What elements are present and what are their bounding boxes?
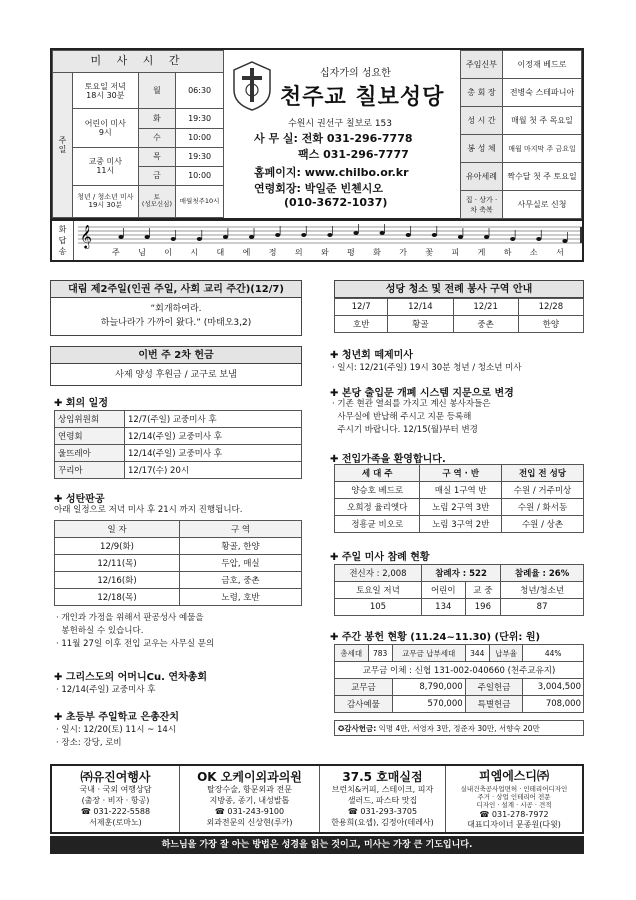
lyric-syllable: 에 xyxy=(242,248,251,257)
collection-box xyxy=(50,346,302,386)
hymn-note xyxy=(171,237,176,241)
ad-line: 탈장수술, 항문외과 전문 xyxy=(207,785,292,795)
ad-line: ☎ 031-222-5588 xyxy=(80,806,151,816)
door-line: 사무실에 반납해 주시고 지문 등록해 xyxy=(332,412,472,423)
newcomers-title: ✚ 전입가족을 환영합니다. xyxy=(330,454,446,465)
church-info xyxy=(228,50,468,218)
mass-name: 토요일 저녁 18시 30분 xyxy=(73,73,139,109)
meeting-name: 상임위원회 xyxy=(55,411,125,428)
church-patron: 십자가의 성요한 xyxy=(320,68,391,79)
mass-schedule-title: 미 사 시 간 xyxy=(53,51,224,73)
finance-key: 특별헌금 xyxy=(465,696,523,713)
cleaning-area: 중촌 xyxy=(453,316,518,333)
cleaning-area: 호반 xyxy=(335,316,388,333)
lyric-syllable: 소 xyxy=(529,248,538,257)
staff-key: 총 회 장 xyxy=(461,79,503,107)
meeting-time: 12/17(수) 20시 xyxy=(125,462,302,479)
ad-line: 샐러드, 파스타 맛집 xyxy=(347,795,418,805)
meetings-table xyxy=(54,410,302,479)
finance-key: 교무금 xyxy=(335,679,393,696)
advent-box xyxy=(50,280,302,336)
weekday: 금 xyxy=(138,166,176,185)
paid-households-label: 교무금 납부세대 xyxy=(392,645,465,662)
ad-interior xyxy=(446,766,582,832)
newcomer-prev-parish: 수원 / 거주미상 xyxy=(502,482,584,499)
hymn-note xyxy=(536,237,541,241)
ad-line: ☎ 031-243-9100 xyxy=(214,806,285,816)
youth-mass-title: ✚ 청년회 떼제미사 xyxy=(330,350,413,361)
meeting-time: 12/14(주일) 교중미사 후 xyxy=(125,445,302,462)
hymn-note xyxy=(510,237,515,241)
ad-title: 37.5 호매실점 xyxy=(342,770,423,784)
attendance-title: ✚ 주일 미사 참례 현황 xyxy=(330,552,430,563)
newcomer-name: 양승호 베드로 xyxy=(335,482,420,499)
staff-key: 유아세례 xyxy=(461,163,503,191)
office-fax: 팩스 031-296-7777 xyxy=(298,148,409,161)
weekday: 화 xyxy=(138,109,176,128)
door-line: · 기존 현관 열쇠를 가지고 계신 봉사자들은 xyxy=(332,399,491,409)
column-header: 전입 전 성당 xyxy=(502,465,584,482)
church-address: 수원시 권선구 칠보로 153 xyxy=(288,119,393,129)
hymn-note xyxy=(432,233,437,237)
newcomers-table xyxy=(334,464,584,533)
column-header: 세 대 주 xyxy=(335,465,420,482)
note-line: · 11월 27일 이후 전입 교우는 사무실 문의 xyxy=(56,639,215,650)
ad-line: 디자인 · 설계 · 시공 · 견적 xyxy=(476,801,552,810)
newcomer-group: 매실 1구역 반 xyxy=(420,482,502,499)
cleaning-table xyxy=(334,298,584,333)
column-header: 어린이 xyxy=(421,582,465,599)
staff-key: 성 시 간 xyxy=(461,107,503,135)
funeral-leader-phone: (010-3672-1037) xyxy=(284,196,388,209)
column-header: 구 역 xyxy=(180,521,302,538)
weekday: 수 xyxy=(138,128,176,147)
quote-line: 하늘나라가 가까이 왔다.” (마태오3,2) xyxy=(100,317,252,328)
bulletin-header xyxy=(50,48,584,220)
hymn-note xyxy=(380,231,385,235)
hymn-note xyxy=(562,239,567,243)
attendance-value: 134 xyxy=(421,599,465,616)
school-line: · 일시: 12/20(토) 11시 ~ 14시 xyxy=(56,725,177,735)
mass-time: 10:00 xyxy=(176,166,224,185)
finance-value: 570,000 xyxy=(392,696,465,713)
hymn-note xyxy=(484,235,489,239)
ad-line: 국내 · 국외 여행상담 xyxy=(79,785,152,795)
confession-title: ✚ 성탄판공 xyxy=(54,494,105,505)
finance-key: 감사예물 xyxy=(335,696,393,713)
ad-line: 대표디자이너 문종원(다윗) xyxy=(467,820,561,830)
funeral-leader: 연령회장: 박일준 빈첸시오 xyxy=(254,182,383,195)
cleaning-date: 12/7 xyxy=(335,299,388,316)
newcomer-name: 정흥균 비오로 xyxy=(335,516,420,533)
lyric-syllable: 의 xyxy=(294,248,303,257)
cu-title: ✚ 그리스도의 어머니Cu. 연차총회 xyxy=(54,672,207,683)
youth-mass-body: · 일시: 12/21(주일) 19시 30분 청년 / 청소년 미사 xyxy=(332,363,522,373)
sunday-label: 주일 xyxy=(53,73,73,218)
staff-value: 매월 마지막 주 금요일 xyxy=(503,135,582,163)
psalm-response xyxy=(50,220,584,262)
newcomer-group: 노림 3구역 2반 xyxy=(420,516,502,533)
hymn-note xyxy=(145,235,150,239)
lyric-syllable: 가 xyxy=(399,248,407,257)
newcomer-group: 노림 2구역 3반 xyxy=(420,499,502,516)
cleaning-date: 12/21 xyxy=(453,299,518,316)
hymn-note xyxy=(118,235,123,239)
school-title: ✚ 초등부 주일학교 은총잔치 xyxy=(54,712,180,723)
households-label: 총세대 xyxy=(335,645,369,662)
bank-account: 교무금 이체 : 신협 131-002-040660 (천주교유지) xyxy=(335,662,584,679)
weekday: 월 xyxy=(138,73,176,109)
hymn-note xyxy=(301,233,306,237)
office-phone: 사 무 실: 전화 031-296-7778 xyxy=(254,132,413,145)
attendance-table xyxy=(334,564,584,616)
lyric-syllable: 꽃 xyxy=(425,248,434,257)
attendance-value: 196 xyxy=(465,599,501,616)
lyric-syllable: 하 xyxy=(503,248,512,257)
total-members: 전신자 : 2,008 xyxy=(335,565,422,582)
svg-text:𝄞: 𝄞 xyxy=(80,224,92,248)
mass-time: 06:30 xyxy=(176,73,224,109)
lyric-syllable: 화 xyxy=(373,248,381,257)
newcomer-prev-parish: 수원 / 상촌 xyxy=(502,516,584,533)
lyric-syllable: 와 xyxy=(320,248,329,257)
ad-line: 서제훈(로마노) xyxy=(89,817,142,827)
finance-key: 주일헌금 xyxy=(465,679,523,696)
hymn-note xyxy=(275,233,280,237)
lyric-syllable: 주 xyxy=(112,248,120,257)
ad-line: (출장 · 비자 · 항공) xyxy=(81,795,150,805)
quote-line: “회개하여라. xyxy=(150,304,202,314)
lyric-syllable: 평 xyxy=(347,248,355,257)
hymn-note xyxy=(458,235,463,239)
confession-date: 12/9(화) xyxy=(55,538,180,555)
lyric-syllable: 게 xyxy=(477,248,486,257)
newcomer-prev-parish: 수원 / 화서동 xyxy=(502,499,584,516)
finance-table xyxy=(334,644,584,713)
column-header: 일 자 xyxy=(55,521,180,538)
mass-name: 청년 / 청소년 미사 19시 30분 xyxy=(73,185,139,217)
mass-time: 19:30 xyxy=(176,109,224,128)
mass-name: 어린이 미사 9시 xyxy=(73,109,139,147)
staff-value: 사무실로 신청 xyxy=(503,191,582,219)
advent-quote xyxy=(50,298,302,336)
staff-key: 봉 성 체 xyxy=(461,135,503,163)
school-line: · 장소: 강당, 로비 xyxy=(56,738,122,749)
mass-name: 교중 미사 11시 xyxy=(73,147,139,185)
door-title: ✚ 본당 출입문 개폐 시스템 지문으로 변경 xyxy=(330,388,514,399)
hymn-note xyxy=(249,235,254,239)
church-logo-icon xyxy=(230,60,274,112)
sponsor-ads xyxy=(50,764,584,834)
meeting-time: 12/14(주일) 교중미사 후 xyxy=(125,428,302,445)
lyric-syllable: 님 xyxy=(138,248,146,257)
lyric-syllable: 시 xyxy=(190,248,199,257)
cleaning-area: 황골 xyxy=(388,316,453,333)
staff-value: 매월 첫 주 목요일 xyxy=(503,107,582,135)
ad-line: ☎ 031-293-3705 xyxy=(347,806,418,816)
ad-line: 브런치&커피, 스테이크, 피자 xyxy=(331,785,434,795)
staff-key: 주임신부 xyxy=(461,51,503,79)
cleaning-date: 12/14 xyxy=(388,299,453,316)
mass-time: 10:00 xyxy=(176,128,224,147)
psalm-label: 화 답 송 xyxy=(52,221,74,260)
lyric-syllable: 대 xyxy=(216,248,225,257)
meeting-name: 연령회 xyxy=(55,428,125,445)
homepage: 홈페이지: www.chilbo.or.kr xyxy=(254,166,409,179)
collection-body: 사제 양성 후원금 / 교구로 보냄 xyxy=(50,364,302,386)
confession-area: 두압, 매실 xyxy=(180,555,302,572)
psalm-lyrics xyxy=(104,247,574,259)
ad-line: ☎ 031-278-7972 xyxy=(479,809,549,819)
lyric-syllable: 정 xyxy=(268,248,277,257)
thanks-list: 익명 4만, 서영자 3만, 정준자 30만, 서향숙 20만 xyxy=(378,724,540,733)
hymn-note xyxy=(197,237,202,241)
meetings-title: ✚ 회의 일정 xyxy=(54,398,108,409)
door-line: 주시기 바랍니다. 12/15(월)부터 변경 xyxy=(332,425,478,436)
staff-value: 짝수달 첫 주 토요일 xyxy=(503,163,582,191)
confession-intro: 아래 일정으로 저녁 미사 후 21시 까지 진행됩니다. xyxy=(54,505,243,515)
newcomer-name: 오희정 율리엣다 xyxy=(335,499,420,516)
church-name: 천주교 칠보성당 xyxy=(280,84,445,110)
cleaning-title: 성당 청소 및 전례 봉사 구역 안내 xyxy=(334,280,584,298)
ad-line: 주거 · 상업 인테리어 전문 xyxy=(477,793,551,802)
footer-motto: 하느님을 가장 잘 아는 방법은 성경을 읽는 것이고, 미사는 가장 큰 기도입니다. xyxy=(50,836,584,854)
ad-line: 지방종, 종기, 내성발톱 xyxy=(209,795,290,805)
payment-ratio-label: 납부율 xyxy=(489,645,523,662)
finance-value: 708,000 xyxy=(523,696,584,713)
weekday: 목 xyxy=(138,147,176,166)
ad-line: 외과전문의 신상현(루카) xyxy=(206,817,293,827)
column-header: 청년/청소년 xyxy=(501,582,584,599)
confession-notes xyxy=(56,612,214,652)
column-header: 토요일 저녁 xyxy=(335,582,422,599)
ad-travel xyxy=(52,766,180,832)
column-header: 교 중 xyxy=(465,582,501,599)
ad-clinic xyxy=(180,766,320,832)
hymn-note xyxy=(406,233,411,237)
ad-title: OK 오케이외과의원 xyxy=(197,770,302,784)
collection-title: 이번 주 2차 헌금 xyxy=(50,346,302,364)
note-line: 봉헌하실 수 있습니다. xyxy=(56,626,144,637)
finance-title: ✚ 주간 봉헌 현황 (11.24~11.30) (단위: 원) xyxy=(330,632,541,643)
meeting-name: 꾸리아 xyxy=(55,462,125,479)
attendance-value: 105 xyxy=(335,599,422,616)
school-body xyxy=(56,724,176,750)
door-body xyxy=(332,398,491,438)
paid-households-value: 344 xyxy=(465,645,489,662)
ad-restaurant xyxy=(320,766,446,832)
ad-title: 피엠에스디㈜ xyxy=(479,769,549,783)
column-header: 구 역 · 반 xyxy=(420,465,502,482)
households-value: 783 xyxy=(368,645,392,662)
staff-value: 이정재 베드로 xyxy=(503,51,582,79)
advent-title: 대림 제2주일(인권 주일, 사회 교리 주간)(12/7) xyxy=(50,280,302,298)
cleaning-area: 한양 xyxy=(518,316,583,333)
meeting-name: 울뜨레아 xyxy=(55,445,125,462)
ad-line: 실내건축공사업면허 · 인테리어디자인 xyxy=(460,784,568,793)
payment-ratio-value: 44% xyxy=(523,645,584,662)
cleaning-date: 12/28 xyxy=(518,299,583,316)
confession-area: 황골, 한양 xyxy=(180,538,302,555)
lyric-syllable: 이 xyxy=(164,248,172,257)
finance-value: 3,004,500 xyxy=(523,679,584,696)
ad-title: ㈜유진여행사 xyxy=(80,770,151,784)
note-line: · 개인과 가정을 위해서 판공성사 예물을 xyxy=(56,613,204,623)
finance-value: 8,790,000 xyxy=(392,679,465,696)
hymn-note xyxy=(327,233,332,237)
attendance-value: 87 xyxy=(501,599,584,616)
confession-area: 노령, 호반 xyxy=(180,589,302,606)
attendance-rate: 참례율 : 26% xyxy=(501,565,584,582)
lyric-syllable: 서 xyxy=(555,248,564,257)
weekday: 토 (성모신심) xyxy=(138,185,176,217)
attendees: 참례자 : 522 xyxy=(421,565,500,582)
hymn-note xyxy=(223,235,228,239)
staff-key: 집 · 상가 · 차 축복 xyxy=(461,191,503,219)
lyric-syllable: 피 xyxy=(451,248,460,257)
mass-time: 매월첫주10시 xyxy=(176,185,224,217)
mass-schedule-table xyxy=(52,50,224,218)
mass-time: 19:30 xyxy=(176,147,224,166)
cu-body: · 12/14(주일) 교중미사 후 xyxy=(56,685,156,695)
confession-date: 12/16(화) xyxy=(55,572,180,589)
confession-date: 12/11(목) xyxy=(55,555,180,572)
ad-line: 한용희(요셉), 김정아(데레사) xyxy=(331,817,434,827)
confession-date: 12/18(목) xyxy=(55,589,180,606)
staff-value: 전병숙 스테파니아 xyxy=(503,79,582,107)
thanks-offering xyxy=(334,720,584,736)
meeting-time: 12/7(주일) 교중미사 후 xyxy=(125,411,302,428)
cleaning-box xyxy=(334,280,584,333)
confession-area: 금호, 중촌 xyxy=(180,572,302,589)
confession-table xyxy=(54,520,302,606)
staff-table xyxy=(460,50,582,219)
thanks-label: ✪감사헌금: xyxy=(338,724,377,733)
hymn-note xyxy=(353,231,358,235)
